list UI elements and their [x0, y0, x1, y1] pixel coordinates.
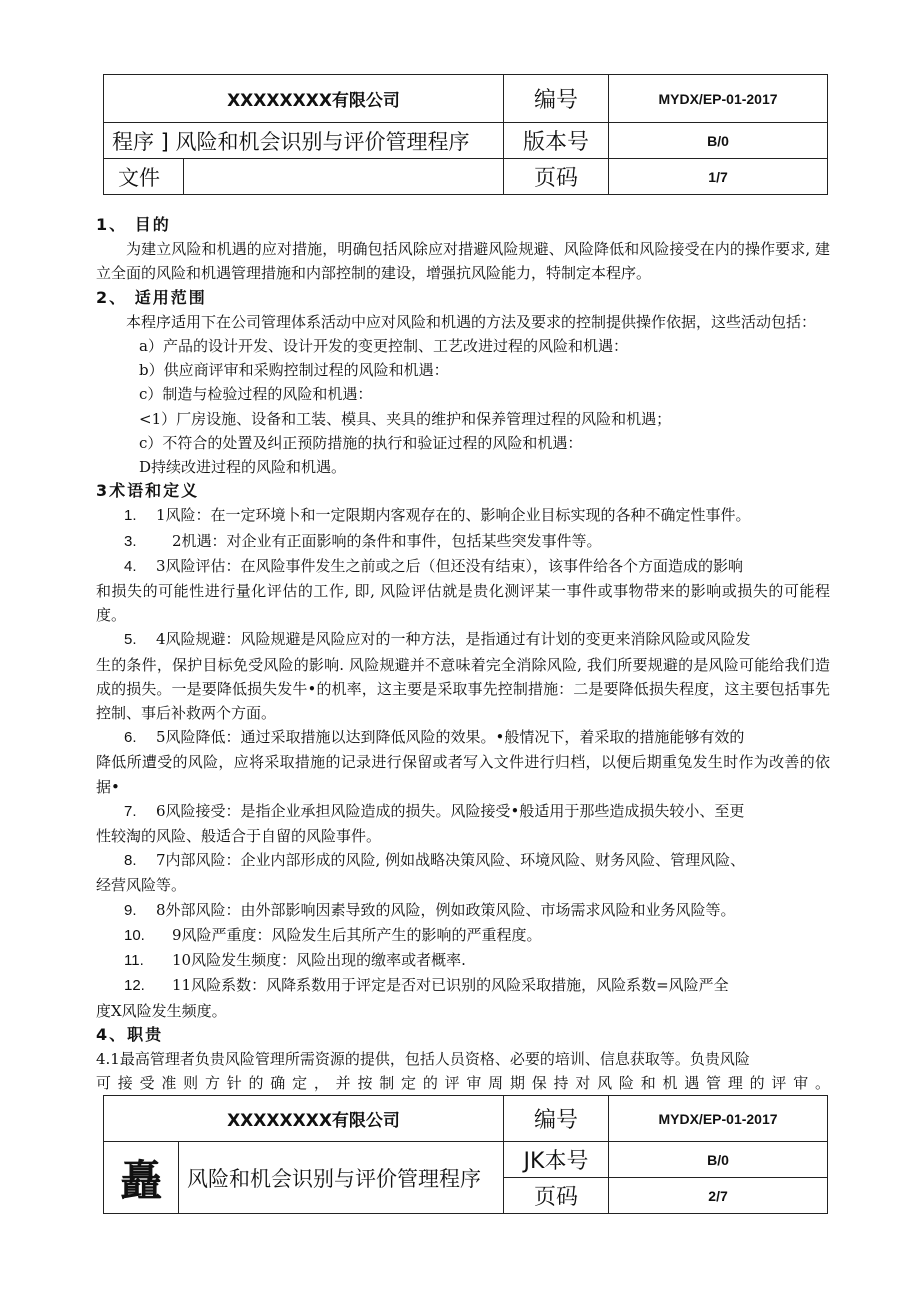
header-table-bottom	[103, 1095, 828, 1214]
section-heading: 4、职贵	[96, 1024, 164, 1044]
version-label: JK本号	[504, 1142, 609, 1178]
definition-continuation: 经营风险等。	[96, 876, 187, 895]
doc-number: MYDX/EP-01-2017	[609, 1096, 828, 1142]
company-name: XXXXXXXX有限公司	[104, 1096, 504, 1142]
definition-continuation: 生的条件，保护目标免受风险的影响. 风险规避并不意味着完全消除风险, 我们所要规避的是风险可能给我们造成的损失。一是要降低损失发牛•的机率，这主要是采取事先控制措施：二是要降低损失程度，这主要包括事先控制、事后补救两个方面。	[96, 655, 830, 723]
definition-item	[96, 898, 830, 923]
definition-number: 6.	[124, 729, 137, 747]
definition-text: 10风险发生频度：风险出现的缴率或者概率.	[172, 951, 466, 970]
page-number: 1/7	[609, 159, 828, 195]
document-title: 风险和机会识别与评价管理程序	[179, 1142, 504, 1214]
definition-number: 1.	[124, 507, 137, 525]
header-table-top	[103, 74, 828, 195]
definition-item	[96, 627, 830, 652]
definition-text: 8外部风险：由外部影响因素导致的风险，例如政策风险、市场需求风险和业务风险等。	[156, 900, 736, 919]
definition-text: 3风险评估：在风险事件发生之前或之后（但还没有结束），该事件给各个方面造成的影响	[156, 556, 744, 575]
list-item: <1）厂房设施、设备和工装、模具、夹具的维护和保养管理过程的风险和机遇；	[139, 409, 672, 428]
definition-number: 9.	[124, 901, 137, 919]
definition-number: 4.	[124, 557, 137, 575]
paragraph: 本程序适用下在公司管理体系活动中应对风险和机遇的方法及要求的控制提供操作依据，这些活动包括：	[126, 312, 817, 331]
doc-number: MYDX/EP-01-2017	[609, 75, 828, 123]
doc-number-label: 编号	[504, 75, 609, 123]
company-name: XXXXXXXX有限公司	[104, 75, 504, 123]
doc-number-label: 编号	[504, 1096, 609, 1142]
paragraph: 可接受准则方针的确定，并按制定的评审周期保持对风险和机遇管理的评审。	[96, 1074, 830, 1093]
definition-item	[96, 799, 830, 824]
doc-type-empty	[184, 159, 504, 195]
definition-continuation: 度X风险发生频度。	[96, 1001, 227, 1020]
definition-text: 4风险规避：风险规避是风险应对的一种方法，是指通过有计划的变更来消除风险或风险发	[156, 630, 751, 649]
page-number: 2/7	[609, 1178, 828, 1214]
definition-text: 7内部风险：企业内部形成的风险, 例如战略决策风险、环境风险、财务风险、管理风险、	[156, 851, 746, 870]
definition-item	[96, 503, 830, 528]
definition-continuation: 降低所遭受的风险，应将采取措施的记录进行保留或者写入文件进行归档，以便后期重兔发生时作为改善的依据•	[96, 753, 830, 796]
version-label: 版本号	[504, 123, 609, 159]
paragraph: 4.1最高管理者负贵风险管理所需资源的提供，包括人员资格、必要的培训、信息获取等。负贵风险	[96, 1049, 750, 1068]
document-title: 程序 ] 风险和机会识别与评价管理程序	[104, 123, 504, 159]
definition-item	[96, 725, 830, 750]
definition-item	[96, 848, 830, 873]
definition-continuation: 性较淘的风险、般适合于自留的风险事件。	[96, 827, 382, 846]
definition-text: 2机遇：对企业有正面影响的条件和事件，包括某些突发事件等。	[172, 531, 602, 550]
definition-text: 5风险降低：通过采取措施以达到降低风险的效果。•般情况下，着采取的措施能够有效的	[156, 728, 745, 747]
definition-item	[96, 923, 830, 948]
definition-continuation: 和损失的可能性进行量化评估的工作, 即, 风险评估就是贵化测评某一事件或事物带来的影响或损失的可能程度。	[96, 582, 830, 625]
definition-number: 12.	[124, 977, 145, 995]
definition-item	[96, 973, 830, 998]
list-item: c）不符合的处置及纠正预防措施的执行和验证过程的风险和机遇：	[139, 433, 583, 452]
definition-text: 11风险系数：风降系数用于评定是否对已识别的风险采取措施，风险系数=风险严全	[172, 976, 729, 995]
section-heading: 2、 适用范围	[96, 287, 207, 307]
definition-number: 3.	[124, 532, 137, 550]
definition-text: 6风险接受：是指企业承担风险造成的损失。风险接受•般适用于那些造成损失较小、至更	[156, 801, 745, 820]
logo-glyph: 矗	[104, 1142, 179, 1214]
document-body	[96, 213, 830, 1095]
list-item: D持续改进过程的风险和机遇。	[139, 458, 347, 477]
definition-text: 9风险严重度：风险发生后其所产生的影响的严重程度。	[172, 925, 542, 944]
page-label: 页码	[504, 1178, 609, 1214]
list-item: c）制造与检验过程的风险和机遇：	[139, 385, 373, 404]
definition-item	[96, 529, 830, 554]
definition-number: 10.	[124, 926, 145, 944]
section-heading: 3术语和定义	[96, 481, 200, 501]
definition-number: 11.	[124, 952, 144, 970]
section-heading: 1、 目的	[96, 215, 171, 234]
definition-number: 8.	[124, 852, 137, 870]
definition-item	[96, 554, 830, 579]
definition-item	[96, 948, 830, 973]
version-value: B/0	[609, 123, 828, 159]
definition-number: 5.	[124, 631, 137, 649]
version-value: B/0	[609, 1142, 828, 1178]
doc-type-label: 文件	[104, 159, 184, 195]
list-item: b）供应商评审和采购控制过程的风险和机遇：	[139, 361, 449, 380]
definition-text: 1风险：在一定环境卜和一定限期内客观存在的、影响企业目标实现的各种不确定性事件。	[156, 506, 751, 525]
page-label: 页码	[504, 159, 609, 195]
list-item: a）产品的设计开发、设计开发的变更控制、工艺改进过程的风险和机遇：	[139, 337, 628, 356]
paragraph: 为建立风险和机遇的应对措施，明确包括风除应对措避风险规避、风险降低和风险接受在内的操作要求, 建立全面的风险和机遇管理措施和内部控制的建设，增强抗风险能力，特制定本程序。	[96, 240, 830, 283]
definition-number: 7.	[124, 802, 137, 820]
